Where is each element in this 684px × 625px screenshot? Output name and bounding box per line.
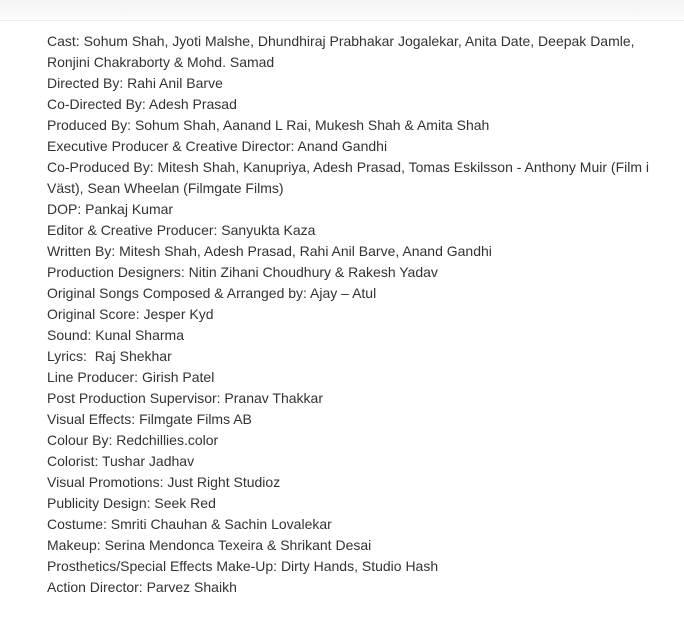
credit-costume: Costume: Smriti Chauhan & Sachin Lovalekar (47, 516, 332, 532)
credits-list (47, 31, 657, 598)
credit-written-by: Written By: Mitesh Shah, Adesh Prasad, Rahi Anil Barve, Anand Gandhi (47, 243, 492, 259)
credit-prosthetics: Prosthetics/Special Effects Make-Up: Dirty Hands, Studio Hash (47, 558, 439, 574)
credit-visual-effects: Visual Effects: Filmgate Films AB (47, 411, 252, 427)
credit-publicity-design: Publicity Design: Seek Red (47, 495, 216, 511)
credit-produced-by: Produced By: Sohum Shah, Aanand L Rai, Mukesh Shah & Amita Shah (47, 117, 490, 133)
credit-colour-by: Colour By: Redchillies.color (47, 432, 219, 448)
credit-dop: DOP: Pankaj Kumar (47, 201, 174, 217)
credit-visual-promotions: Visual Promotions: Just Right Studioz (47, 474, 281, 490)
credit-post-production-supervisor: Post Production Supervisor: Pranav Thakkar (47, 390, 323, 406)
credit-colorist: Colorist: Tushar Jadhav (47, 453, 195, 469)
credit-production-designers: Production Designers: Nitin Zihani Choudhury & Rakesh Yadav (47, 264, 438, 280)
credit-lyrics: Lyrics: Raj Shekhar (47, 348, 172, 364)
credit-co-produced-by: Co-Produced By: Mitesh Shah, Kanupriya, Adesh Prasad, Tomas Eskilsson - Anthony Muir (Film i Väst), Sean Wheelan (Filmgate Films) (47, 159, 650, 196)
credit-editor: Editor & Creative Producer: Sanyukta Kaza (47, 222, 316, 238)
credit-sound: Sound: Kunal Sharma (47, 327, 184, 343)
credit-makeup: Makeup: Serina Mendonca Texeira & Shrikant Desai (47, 537, 372, 553)
credit-original-songs: Original Songs Composed & Arranged by: Ajay – Atul (47, 285, 377, 301)
header-shadow-bar (0, 0, 684, 21)
credit-co-directed-by: Co-Directed By: Adesh Prasad (47, 96, 237, 112)
credit-action-director: Action Director: Parvez Shaikh (47, 579, 237, 595)
credit-executive-producer: Executive Producer & Creative Director: Anand Gandhi (47, 138, 388, 154)
credit-original-score: Original Score: Jesper Kyd (47, 306, 214, 322)
credit-directed-by: Directed By: Rahi Anil Barve (47, 75, 223, 91)
credit-cast: Cast: Sohum Shah, Jyoti Malshe, Dhundhiraj Prabhakar Jogalekar, Anita Date, Deepak Damle, Ronjini Chakraborty & Mohd. Samad (47, 33, 635, 70)
credit-line-producer: Line Producer: Girish Patel (47, 369, 215, 385)
